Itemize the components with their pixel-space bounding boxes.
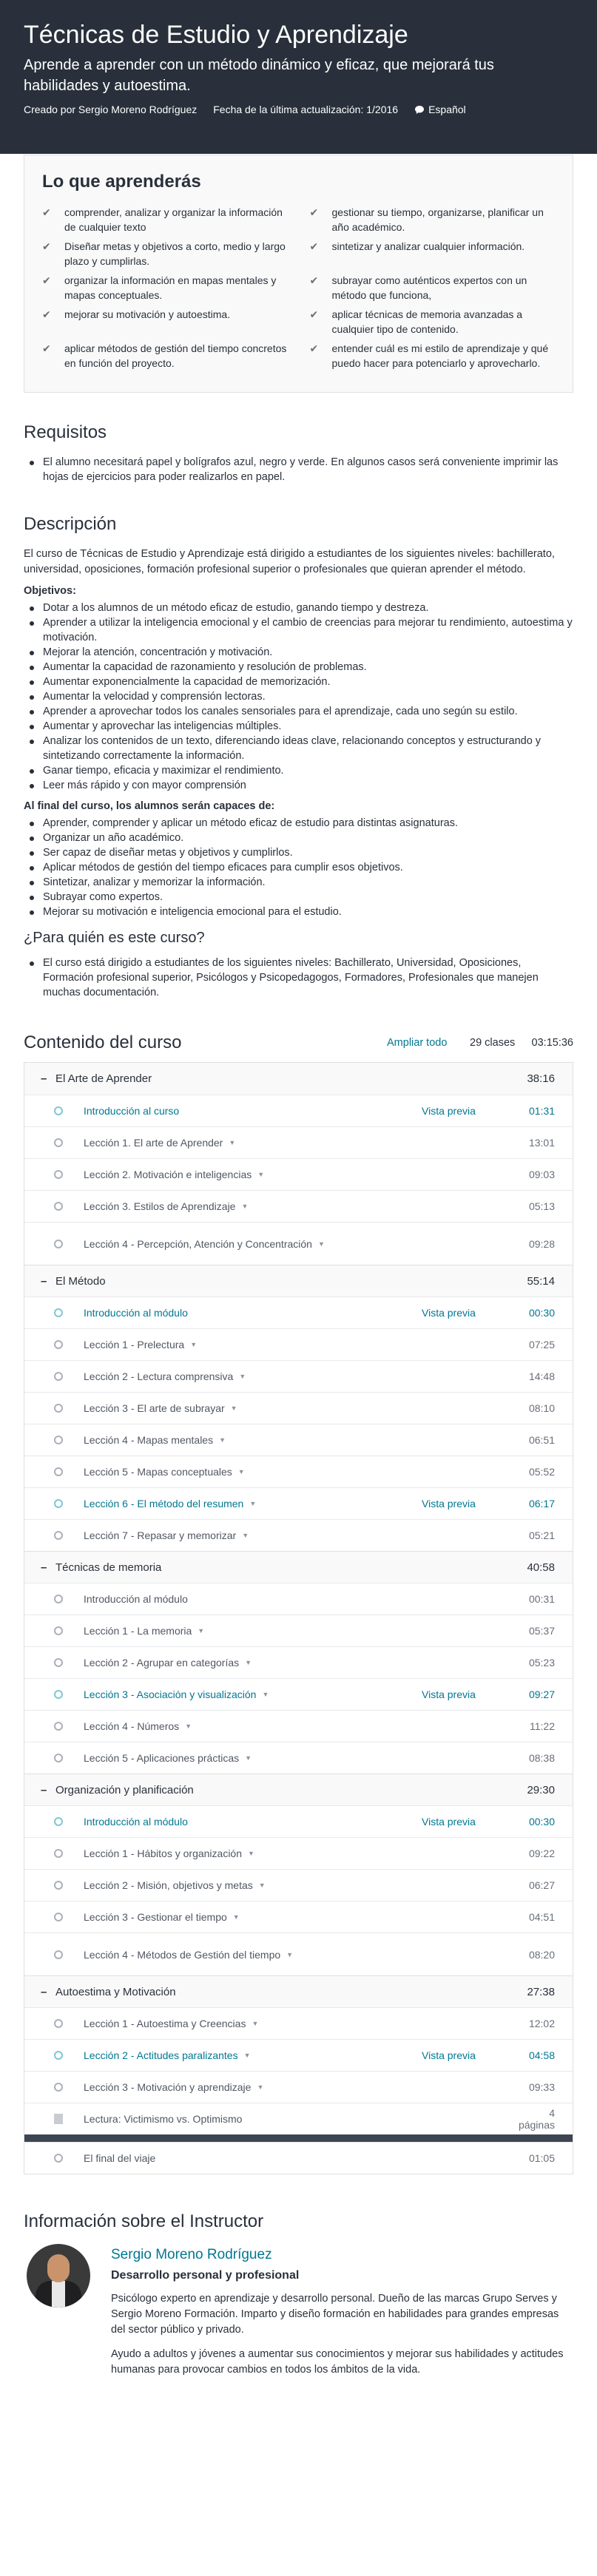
lecture-duration: 09:03 [528, 1169, 555, 1180]
list-item: Aumentar la capacidad de razonamiento y resolución de problemas. [24, 660, 573, 675]
instructor-role: Desarrollo personal y profesional [111, 2269, 300, 2282]
capable-label: Al final del curso, los alumnos serán capaces de: [24, 800, 275, 812]
play-circle-icon [54, 1138, 63, 1147]
instructor-heading: Información sobre el Instructor [24, 2211, 264, 2231]
instructor-name-link[interactable]: Sergio Moreno Rodríguez [111, 2247, 272, 2262]
lecture-title: Lección 3 - Motivación y aprendizaje [84, 2081, 252, 2093]
learn-item-text: gestionar su tiempo, organizarse, planificar un año académico. [331, 206, 544, 233]
list-item: Aplicar métodos de gestión del tiempo eficaces para cumplir esos objetivos. [24, 860, 573, 875]
learn-item [310, 339, 556, 373]
lecture-title: Lección 1 - Hábitos y organización [84, 1848, 243, 1859]
lecture-title: Lección 5 - Mapas conceptuales [84, 1466, 232, 1478]
section-title: Técnicas de memoria [55, 1561, 162, 1574]
lecture-title-wrap [84, 1402, 510, 1414]
play-circle-icon [54, 1404, 63, 1413]
chevron-down-icon[interactable]: ▼ [198, 1627, 205, 1634]
lecture-row[interactable] [24, 1837, 573, 1869]
list-item: Aumentar la velocidad y comprensión lectoras. [24, 689, 573, 704]
play-circle-icon [54, 1817, 63, 1826]
lecture-duration: 08:10 [528, 1402, 555, 1414]
lecture-duration: 14:48 [528, 1370, 555, 1382]
lecture-title-wrap [84, 1911, 510, 1923]
description-intro: El curso de Técnicas de Estudio y Aprendizaje está dirigido a estudiantes de los siguientes niveles: bachillerato, universidad, oposiciones, formación profesional superior o profesionales que quieran aprender el método. [24, 548, 555, 575]
lecture-title-wrap [84, 2152, 510, 2164]
speech-bubble-icon [414, 105, 425, 115]
play-circle-icon [54, 1722, 63, 1731]
lecture-duration: 12:02 [528, 2018, 555, 2029]
list-item: Aumentar y aprovechar las inteligencias múltiples. [24, 719, 573, 734]
collapse-icon[interactable]: – [41, 1985, 47, 1998]
document-icon [54, 2114, 63, 2124]
lecture-duration: 09:33 [528, 2081, 555, 2093]
lecture-title: Lección 3 - Asociación y visualización [84, 1688, 257, 1700]
list-item: Dotar a los alumnos de un método eficaz de estudio, ganando tiempo y destreza. [24, 601, 573, 615]
lecture-row[interactable] [24, 1583, 573, 1615]
section-header[interactable] [24, 1063, 573, 1095]
lecture-row[interactable] [24, 1095, 573, 1126]
learn-item [42, 305, 288, 339]
lecture-duration: 09:28 [528, 1237, 555, 1250]
chevron-down-icon[interactable]: ▼ [242, 1532, 249, 1539]
lecture-duration: 05:52 [528, 1466, 555, 1478]
list-item: El curso está dirigido a estudiantes de los siguientes niveles: Bachillerato, Universidad, Oposiciones, Formación profesional superior, Psicólogos y Psicopedagogos, Formadores, Profesionales que manejen muchas documentación. [24, 956, 573, 1000]
lecture-duration: 05:23 [528, 1657, 555, 1669]
audience-heading: ¿Para quién es este curso? [24, 930, 205, 946]
lecture-title: Lección 5 - Aplicaciones prácticas [84, 1752, 240, 1764]
lecture-title: Lección 7 - Repasar y memorizar [84, 1529, 237, 1541]
chevron-down-icon[interactable]: ▼ [249, 1500, 257, 1507]
lecture-title-wrap [84, 1816, 422, 1828]
lecture-duration: 05:13 [528, 1200, 555, 1212]
lecture-title: Lección 4 - Mapas mentales [84, 1434, 214, 1446]
play-circle-icon [54, 1531, 63, 1540]
list-item: Sintetizar, analizar y memorizar la información. [24, 875, 573, 890]
lecture-title-wrap [84, 2081, 510, 2093]
curriculum-section [0, 1030, 597, 2174]
learn-item-text: entender cuál es mi estilo de aprendizaje y qué puedo hacer para potenciarlo y aprovecharlo. [331, 342, 549, 369]
check-icon: ✔ [42, 274, 51, 286]
learn-item [310, 271, 556, 305]
lecture-title: Lección 4 - Percepción, Atención y Concentración [84, 1237, 312, 1250]
section-header[interactable] [24, 1551, 573, 1583]
chevron-down-icon[interactable]: ▼ [229, 1139, 236, 1146]
learn-item [42, 271, 288, 305]
play-circle-icon [54, 1106, 63, 1115]
play-circle-icon [54, 1340, 63, 1349]
learn-heading: Lo que aprenderás [42, 172, 201, 192]
chevron-down-icon[interactable]: ▼ [257, 2083, 264, 2091]
list-item: Mejorar su motivación e inteligencia emocional para el estudio. [24, 905, 573, 919]
lecture-title: Introducción al módulo [84, 1816, 188, 1828]
audience-list [24, 956, 573, 1000]
lecture-title: El final del viaje [84, 2152, 156, 2164]
author-link[interactable]: Creado por Sergio Moreno Rodríguez [24, 104, 198, 115]
list-item: El alumno necesitará papel y bolígrafos azul, negro y verde. En algunos casos será conveniente imprimir las hojas de ejercicios para poder realizarlos en papel. [24, 455, 573, 484]
lecture-title-wrap [84, 1238, 510, 1250]
section-title: El Método [55, 1274, 106, 1288]
play-circle-icon [54, 1690, 63, 1699]
instructor-avatar[interactable] [27, 2244, 90, 2308]
check-icon: ✔ [42, 308, 51, 320]
learn-item [42, 203, 288, 237]
check-icon: ✔ [309, 206, 319, 218]
learn-item-text: organizar la información en mapas mentales y mapas conceptuales. [64, 274, 277, 301]
lecture-duration: 06:51 [528, 1434, 555, 1446]
lecture-duration: 13:01 [528, 1137, 555, 1149]
chevron-down-icon[interactable]: ▼ [317, 1240, 325, 1248]
lecture-duration: 00:30 [528, 1307, 555, 1319]
lecture-title: Lección 3 - Gestionar el tiempo [84, 1911, 227, 1923]
lecture-row[interactable] [24, 1126, 573, 1158]
chevron-down-icon[interactable]: ▼ [232, 1913, 240, 1921]
lecture-title-wrap [84, 1466, 510, 1478]
lecture-title: Lección 3. Estilos de Aprendizaje [84, 1200, 236, 1212]
lecture-row[interactable] [24, 1360, 573, 1392]
lecture-title-wrap [84, 1752, 510, 1764]
lecture-title: Lección 2 - Misión, objetivos y metas [84, 1879, 253, 1891]
chevron-down-icon[interactable]: ▼ [185, 1723, 192, 1730]
lecture-title-wrap [84, 1307, 422, 1319]
section-duration: 38:16 [527, 1072, 555, 1085]
section-duration: 55:14 [527, 1274, 555, 1288]
list-item: Aprender a utilizar la inteligencia emocional y el cambio de creencias para mejorar tu rendimiento, autoestima y motivación. [24, 615, 573, 645]
lecture-title-wrap [84, 2113, 510, 2125]
lecture-row[interactable] [24, 1646, 573, 1678]
chevron-down-icon[interactable]: ▼ [252, 2020, 259, 2027]
preview-link[interactable]: Vista previa [422, 1307, 476, 1319]
lecture-row[interactable] [24, 1424, 573, 1456]
lecture-title-wrap [84, 2018, 510, 2029]
lecture-duration: 00:30 [528, 1816, 555, 1828]
last-updated: Fecha de la última actualización: 1/2016 [213, 104, 399, 115]
lecture-title: Lectura: Victimismo vs. Optimismo [84, 2113, 243, 2125]
collapse-icon[interactable]: – [41, 1072, 47, 1085]
learn-item [310, 305, 556, 339]
lecture-title: Introducción al módulo [84, 1593, 188, 1605]
section-header[interactable] [24, 1265, 573, 1297]
instructor-bio: Psicólogo experto en aprendizaje y desarrollo personal. Dueño de las marcas Grupo Serves y Sergio Moreno Formación. Imparto y diseño formación en habilidades para grandes empresas del sector público y privado. [111, 2293, 559, 2336]
check-icon: ✔ [309, 342, 319, 354]
learn-item-text: aplicar métodos de gestión del tiempo concretos en función del proyecto. [64, 342, 287, 369]
lecture-title-wrap [84, 1657, 510, 1669]
curriculum-heading: Contenido del curso [24, 1032, 182, 1052]
play-circle-icon [54, 1170, 63, 1179]
check-icon: ✔ [42, 206, 51, 218]
lecture-title: Lección 4 - Números [84, 1720, 180, 1732]
lecture-duration: 04:51 [528, 1911, 555, 1923]
expand-all-link[interactable]: Ampliar todo [387, 1037, 448, 1049]
chevron-down-icon[interactable]: ▼ [245, 1659, 252, 1666]
curriculum-header [24, 1030, 573, 1056]
preview-link[interactable]: Vista previa [422, 1105, 476, 1117]
lecture-duration: 4 páginas [518, 2107, 555, 2131]
preview-link[interactable]: Vista previa [422, 2049, 476, 2061]
lecture-title: Lección 2 - Agrupar en categorías [84, 1657, 240, 1669]
lecture-title: Lección 1 - La memoria [84, 1625, 192, 1637]
learn-item-text: Diseñar metas y objetivos a corto, medio y largo plazo y cumplirlas. [64, 240, 286, 267]
lecture-row[interactable] [24, 1222, 573, 1265]
list-item: Ser capaz de diseñar metas y objetivos y cumplirlos. [24, 845, 573, 860]
play-circle-icon [54, 1308, 63, 1317]
chevron-down-icon[interactable]: ▼ [239, 1373, 246, 1380]
section-duration: 40:58 [527, 1561, 555, 1574]
lecture-title-wrap [84, 1593, 510, 1605]
lecture-count: 29 clases [470, 1037, 516, 1049]
lecture-title: Lección 1 - Autoestima y Creencias [84, 2018, 246, 2029]
chevron-down-icon[interactable]: ▼ [262, 1691, 269, 1698]
objectives-label: Objetivos: [24, 585, 76, 597]
play-circle-icon [54, 1754, 63, 1762]
lecture-row[interactable] [24, 1678, 573, 1710]
lecture-title: Introducción al módulo [84, 1307, 188, 1319]
collapse-icon[interactable]: – [41, 1783, 47, 1796]
play-circle-icon [54, 1950, 63, 1959]
course-header [0, 0, 597, 154]
check-icon: ✔ [309, 308, 319, 320]
lecture-duration: 09:27 [528, 1688, 555, 1700]
lecture-title: Lección 1 - Prelectura [84, 1339, 185, 1350]
chevron-down-icon[interactable]: ▼ [286, 1950, 294, 1958]
lecture-title: Lección 4 - Métodos de Gestión del tiempo [84, 1948, 281, 1961]
check-icon: ✔ [309, 240, 319, 252]
chevron-down-icon[interactable]: ▼ [237, 1468, 245, 1475]
section-title: Organización y planificación [55, 1783, 194, 1796]
chevron-down-icon[interactable]: ▼ [190, 1341, 198, 1348]
lecture-row[interactable] [24, 1456, 573, 1487]
lecture-title: Lección 2 - Lectura comprensiva [84, 1370, 234, 1382]
section-title: Autoestima y Motivación [55, 1985, 176, 1998]
lecture-title: Lección 6 - El método del resumen [84, 1498, 244, 1510]
lecture-row[interactable] [24, 1742, 573, 1774]
chevron-down-icon[interactable]: ▼ [230, 1404, 237, 1412]
play-circle-icon [54, 1240, 63, 1248]
chevron-down-icon[interactable]: ▼ [248, 1850, 254, 1857]
capable-list [24, 816, 573, 919]
lecture-duration: 08:38 [528, 1752, 555, 1764]
lecture-row[interactable] [24, 1190, 573, 1222]
lecture-title-wrap [84, 1498, 422, 1510]
lecture-row[interactable] [24, 2142, 573, 2174]
list-item: Analizar los contenidos de un texto, diferenciando ideas clave, relacionando conceptos y estructurando y sintetizando correctamente la información. [24, 734, 573, 763]
lecture-title-wrap [84, 2049, 422, 2061]
lecture-row[interactable] [24, 2007, 573, 2039]
chevron-down-icon[interactable]: ▼ [243, 2052, 251, 2059]
lecture-row[interactable] [24, 2071, 573, 2103]
lecture-duration: 07:25 [528, 1339, 555, 1350]
lecture-title-wrap [84, 1339, 510, 1350]
total-duration: 03:15:36 [531, 1037, 573, 1049]
play-circle-icon [54, 1658, 63, 1667]
lecture-duration: 06:27 [528, 1879, 555, 1891]
lecture-title: Lección 3 - El arte de subrayar [84, 1402, 225, 1414]
chevron-down-icon[interactable]: ▼ [258, 1882, 266, 1889]
play-circle-icon [54, 1467, 63, 1476]
play-circle-icon [54, 2154, 63, 2163]
lecture-row[interactable] [24, 1615, 573, 1646]
lecture-title: Introducción al curso [84, 1105, 180, 1117]
lecture-duration: 05:21 [528, 1529, 555, 1541]
play-circle-icon [54, 2019, 63, 2028]
check-icon: ✔ [42, 342, 51, 354]
section-duration: 27:38 [527, 1985, 555, 1998]
objectives-list [24, 601, 573, 793]
lecture-row[interactable] [24, 1487, 573, 1519]
section-duration: 29:30 [527, 1783, 555, 1796]
lecture-title-wrap [84, 1105, 422, 1117]
learn-item [310, 237, 556, 271]
play-circle-icon [54, 1202, 63, 1211]
learn-item-text: sintetizar y analizar cualquier información. [331, 240, 525, 252]
divider-bar [24, 2134, 573, 2142]
lecture-row[interactable] [24, 1710, 573, 1742]
section-title: El Arte de Aprender [55, 1072, 152, 1085]
language [414, 104, 466, 115]
description-section [0, 514, 597, 1000]
lecture-duration: 11:22 [530, 1720, 555, 1732]
play-circle-icon [54, 1626, 63, 1635]
list-item: Organizar un año académico. [24, 831, 573, 845]
learn-item [42, 237, 288, 271]
list-item: Aprender, comprender y aplicar un método eficaz de estudio para distintas asignaturas. [24, 816, 573, 831]
lecture-title-wrap [84, 1625, 510, 1637]
lecture-row[interactable] [24, 1901, 573, 1933]
lecture-title-wrap [84, 1688, 422, 1700]
check-icon: ✔ [42, 240, 51, 252]
description-heading: Descripción [24, 514, 117, 534]
play-circle-icon [54, 1849, 63, 1858]
play-circle-icon [54, 1372, 63, 1381]
lecture-title-wrap [84, 1434, 510, 1446]
lecture-title-wrap [84, 1848, 510, 1859]
check-icon: ✔ [309, 274, 319, 286]
course-subtitle: Aprende a aprender con un método dinámico y eficaz, que mejorará tus habilidades y autoestima. [24, 57, 494, 94]
chevron-down-icon[interactable]: ▼ [219, 1436, 226, 1444]
lecture-row[interactable] [24, 1392, 573, 1424]
section-header[interactable] [24, 1975, 573, 2007]
lecture-row[interactable] [24, 1519, 573, 1551]
lecture-duration: 09:22 [528, 1848, 555, 1859]
learn-item-text: subrayar como auténticos expertos con un método que funciona, [331, 274, 527, 301]
course-meta [24, 104, 573, 115]
lecture-duration: 01:05 [528, 2152, 555, 2164]
instructor-bio: Ayudo a adultos y jóvenes a aumentar sus conocimientos y mejorar sus habilidades y actitudes humanas para provocar cambios en todos los ámbitos de la vida. [111, 2348, 564, 2376]
play-circle-icon [54, 1881, 63, 1890]
preview-link[interactable]: Vista previa [422, 1498, 476, 1510]
chevron-down-icon[interactable]: ▼ [257, 1171, 265, 1178]
requirements-section [0, 422, 597, 484]
collapse-icon[interactable]: – [41, 1561, 47, 1574]
chevron-down-icon[interactable]: ▼ [245, 1754, 252, 1762]
preview-link[interactable]: Vista previa [422, 1688, 476, 1700]
lecture-row[interactable] [24, 1158, 573, 1190]
lecture-title: Lección 2 - Actitudes paralizantes [84, 2049, 238, 2061]
lecture-duration: 06:17 [528, 1498, 555, 1510]
lecture-duration: 05:37 [528, 1625, 555, 1637]
play-circle-icon [54, 1499, 63, 1508]
lecture-title-wrap [84, 1137, 510, 1149]
chevron-down-icon[interactable]: ▼ [241, 1203, 249, 1210]
learn-item-text: comprender, analizar y organizar la información de cualquier texto [64, 206, 283, 233]
play-circle-icon [54, 1436, 63, 1444]
what-you-will-learn [24, 155, 573, 393]
learn-item-text: aplicar técnicas de memoria avanzadas a cualquier tipo de contenido. [331, 308, 523, 335]
lecture-row[interactable] [24, 1297, 573, 1328]
lecture-row[interactable] [24, 1328, 573, 1360]
instructor-section [0, 2211, 597, 2378]
list-item: Aumentar exponencialmente la capacidad de memorización. [24, 675, 573, 689]
collapse-icon[interactable]: – [41, 1274, 47, 1288]
language-label: Español [428, 104, 466, 115]
requirements-heading: Requisitos [24, 422, 107, 442]
play-circle-icon [54, 1913, 63, 1921]
requirements-list [24, 455, 573, 484]
list-item: Aprender a aprovechar todos los canales sensoriales para el aprendizaje, cada uno según su estilo. [24, 704, 573, 719]
curriculum-list [24, 1062, 573, 2174]
lecture-row[interactable] [24, 2039, 573, 2071]
lecture-duration: 00:31 [528, 1593, 555, 1605]
lecture-title: Lección 2. Motivación e inteligencias [84, 1169, 252, 1180]
lecture-duration: 04:58 [528, 2049, 555, 2061]
course-title: Técnicas de Estudio y Aprendizaje [24, 21, 408, 49]
lecture-title-wrap [84, 1370, 510, 1382]
lecture-row[interactable] [24, 1805, 573, 1837]
lecture-duration: 08:20 [528, 1948, 555, 1961]
list-item: Mejorar la atención, concentración y motivación. [24, 645, 573, 660]
lecture-title-wrap [84, 1720, 510, 1732]
lecture-row[interactable] [24, 1933, 573, 1975]
learn-item [310, 203, 556, 237]
preview-link[interactable]: Vista previa [422, 1816, 476, 1828]
lecture-title-wrap [84, 1169, 510, 1180]
list-item: Ganar tiempo, eficacia y maximizar el rendimiento. [24, 763, 573, 778]
lecture-title-wrap [84, 1529, 510, 1541]
play-circle-icon [54, 2051, 63, 2060]
play-circle-icon [54, 2083, 63, 2092]
section-header[interactable] [24, 1774, 573, 1805]
lecture-title-wrap [84, 1879, 510, 1891]
lecture-title-wrap [84, 1200, 510, 1212]
lecture-row[interactable] [24, 1869, 573, 1901]
list-item: Leer más rápido y con mayor comprensión [24, 778, 573, 793]
lecture-duration: 01:31 [528, 1105, 555, 1117]
lecture-row[interactable] [24, 2103, 573, 2134]
lecture-title: Lección 1. El arte de Aprender [84, 1137, 223, 1149]
list-item: Subrayar como expertos. [24, 890, 573, 905]
lecture-title-wrap [84, 1949, 510, 1961]
learn-item-text: mejorar su motivación y autoestima. [64, 308, 231, 320]
play-circle-icon [54, 1595, 63, 1603]
learn-item [42, 339, 288, 373]
learn-list [42, 203, 555, 373]
